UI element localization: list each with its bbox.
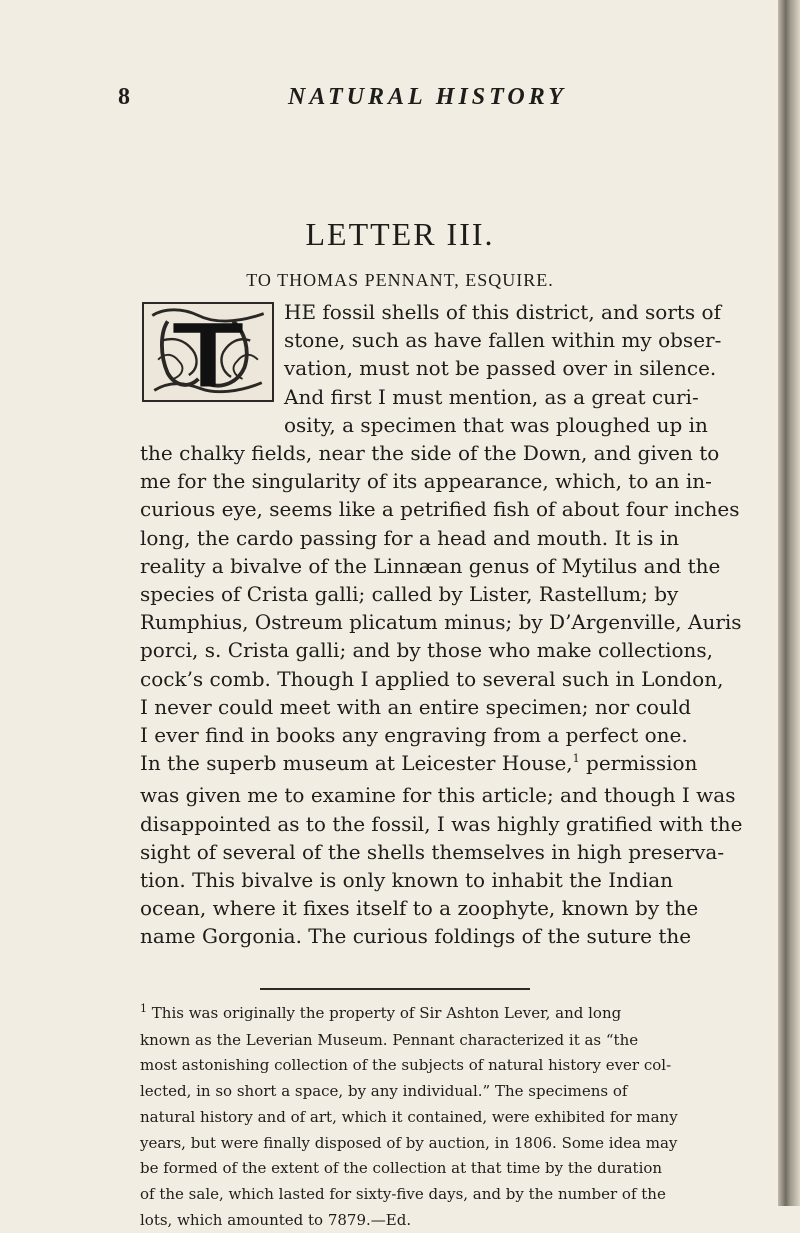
body-line: name Gorgonia. The curious foldings of the suture the xyxy=(140,924,692,949)
footnote-line: natural history and of art, which it contained, were exhibited for many xyxy=(140,1107,678,1126)
body-line: vation, must not be passed over in silence. xyxy=(284,356,717,381)
body-line-text: In the superb museum at Leicester House, xyxy=(140,751,573,776)
body-line-with-footnote-ref xyxy=(140,749,698,781)
running-title: NATURAL HISTORY xyxy=(288,84,567,110)
letter-body xyxy=(140,298,743,951)
body-line: HE fossil shells of this district, and sorts of xyxy=(284,300,721,324)
body-line: sight of several of the shells themselves in high preserva- xyxy=(140,839,725,864)
body-line: I never could meet with an entire specimen; nor could xyxy=(140,694,692,719)
body-line: species of Crista galli; called by Lister, Rastellum; by xyxy=(140,582,679,607)
body-line: I ever find in books any engraving from a perfect one. xyxy=(140,723,688,748)
body-line: osity, a specimen that was ploughed up in xyxy=(284,412,708,437)
page-number: 8 xyxy=(118,84,130,110)
body-line-text: permission xyxy=(579,751,698,776)
footnote-line: of the sale, which lasted for sixty-five days, and by the number of the xyxy=(140,1184,666,1203)
footnote-divider xyxy=(260,988,530,990)
footnote-line xyxy=(140,1001,680,1028)
footnote-marker: 1 xyxy=(140,1002,147,1015)
footnote-text: This was originally the property of Sir Ashton Lever, and long xyxy=(151,1004,622,1022)
body-line: me for the singularity of its appearance, which, to an in- xyxy=(140,469,712,494)
page-edge-shadow xyxy=(778,0,800,1206)
body-line: curious eye, seems like a petrified fish of about four inches xyxy=(140,497,740,522)
footnote-reference: 1 xyxy=(572,752,580,766)
footnote-block xyxy=(140,1001,680,1233)
body-line: stone, such as have fallen within my obser- xyxy=(284,328,722,353)
footnote-line: most astonishing collection of the subjects of natural history ever col- xyxy=(140,1056,672,1075)
body-line: And first I must mention, as a great curi- xyxy=(284,384,699,409)
footnote-line: known as the Leverian Museum. Pennant characterized it as “the xyxy=(140,1030,639,1049)
footnote-line: lected, in so short a space, by any individual.” The specimens of xyxy=(140,1082,628,1101)
body-line: Rumphius, Ostreum plicatum minus; by D’Argenville, Auris xyxy=(140,610,742,635)
letter-title: LETTER III. xyxy=(305,216,495,252)
body-line: tion. This bivalve is only known to inhabit the Indian xyxy=(140,868,674,893)
page-header xyxy=(118,84,700,124)
footnote-line: be formed of the extent of the collection at that time by the duration xyxy=(140,1159,663,1178)
body-line: long, the cardo passing for a head and mouth. It is in xyxy=(140,525,680,550)
body-line: porci, s. Crista galli; and by those who make collections, xyxy=(140,638,714,663)
letter-addressee: TO THOMAS PENNANT, ESQUIRE. xyxy=(246,270,554,290)
body-line: ocean, where it fixes itself to a zoophyte, known by the xyxy=(140,896,699,921)
body-line: reality a bivalve of the Linnæan genus of Mytilus and the xyxy=(140,553,721,578)
footnote-line: years, but were finally disposed of by auction, in 1806. Some idea may xyxy=(140,1133,678,1152)
body-line: disappointed as to the fossil, I was highly gratified with the xyxy=(140,811,743,836)
footnote-line: lots, which amounted to 7879.—Ed. xyxy=(140,1210,412,1229)
body-line: cock’s comb. Though I applied to several such in London, xyxy=(140,666,724,691)
body-line: was given me to examine for this article; and though I was xyxy=(140,783,736,808)
body-line: the chalky fields, near the side of the Down, and given to xyxy=(140,441,720,466)
